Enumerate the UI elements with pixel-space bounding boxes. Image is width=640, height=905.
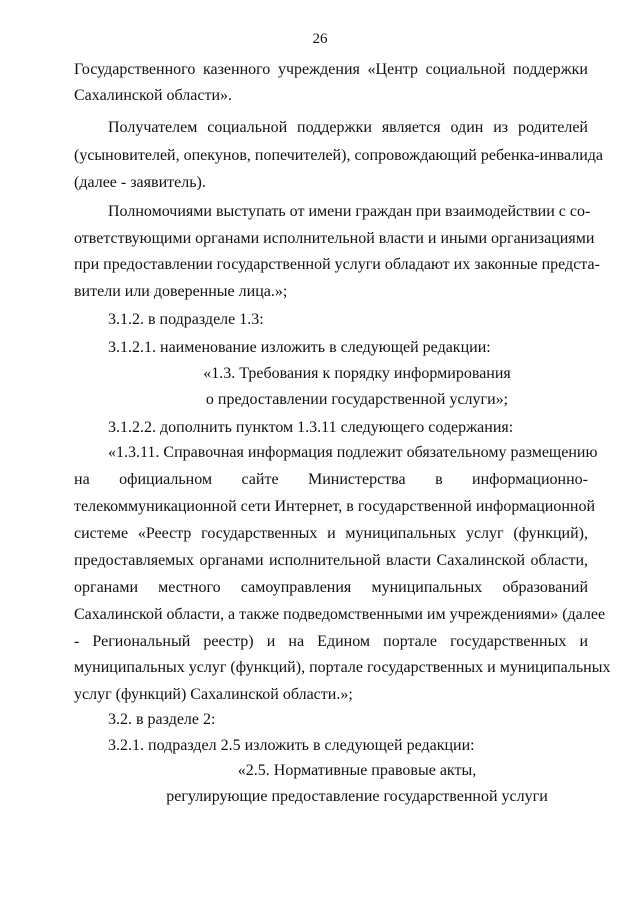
text-line: 3.2. в разделе 2: <box>108 711 216 728</box>
text-line: при предоставлении государственной услуги обладают их законные предста- <box>74 256 600 273</box>
text-line: о предоставлении государственной услуги»; <box>205 391 509 408</box>
text-line: (далее - заявитель). <box>74 174 206 191</box>
text-line: регулирующие предоставление государственной услуги <box>166 788 548 805</box>
text-line: 3.1.2.1. наименование изложить в следующей редакции: <box>108 339 491 356</box>
text-line: «1.3.11. Справочная информация подлежит обязательному размещению <box>108 444 598 461</box>
text-line: 3.1.2.2. дополнить пунктом 1.3.11 следующего содержания: <box>108 419 514 436</box>
text-line: - Региональный реестр) и на Едином портале государственных и <box>74 633 588 650</box>
text-line: муниципальных услуг (функций), портале государственных и муниципальных <box>74 659 611 676</box>
text-line: «2.5. Нормативные правовые акты, <box>237 762 477 779</box>
text-line: предоставляемых органами исполнительной власти Сахалинской области, <box>74 552 588 569</box>
page-number: 26 <box>312 31 328 47</box>
text-line: Полномочиями выступать от имени граждан при взаимодействии с со- <box>108 203 591 220</box>
text-line: 3.1.2. в подразделе 1.3: <box>108 311 264 328</box>
text-line: телекоммуникационной сети Интернет, в государственной информационной <box>74 498 596 515</box>
text-line: ответствующими органами исполнительной власти и иными организациями <box>74 230 595 247</box>
text-line: на официальном сайте Министерства в информационно- <box>74 471 588 488</box>
text-line: системе «Реестр государственных и муниципальных услуг (функций), <box>74 525 588 542</box>
text-line: органами местного самоуправления муниципальных образований <box>74 579 588 596</box>
text-line: Сахалинской области». <box>74 87 233 104</box>
text-line: Сахалинской области, а также подведомственными им учреждениями» (далее <box>74 606 606 623</box>
text-line: «1.3. Требования к порядку информирования <box>203 365 511 382</box>
text-line: Получателем социальной поддержки является один из родителей <box>108 119 588 136</box>
text-line: (усыновителей, опекунов, попечителей), сопровождающий ребенка-инвалида <box>74 147 603 164</box>
text-line: Государственного казенного учреждения «Центр социальной поддержки <box>74 61 588 78</box>
text-line: услуг (функций) Сахалинской области.»; <box>74 686 353 703</box>
text-line: 3.2.1. подраздел 2.5 изложить в следующей редакции: <box>108 737 475 754</box>
text-line: вители или доверенные лица.»; <box>74 283 288 300</box>
